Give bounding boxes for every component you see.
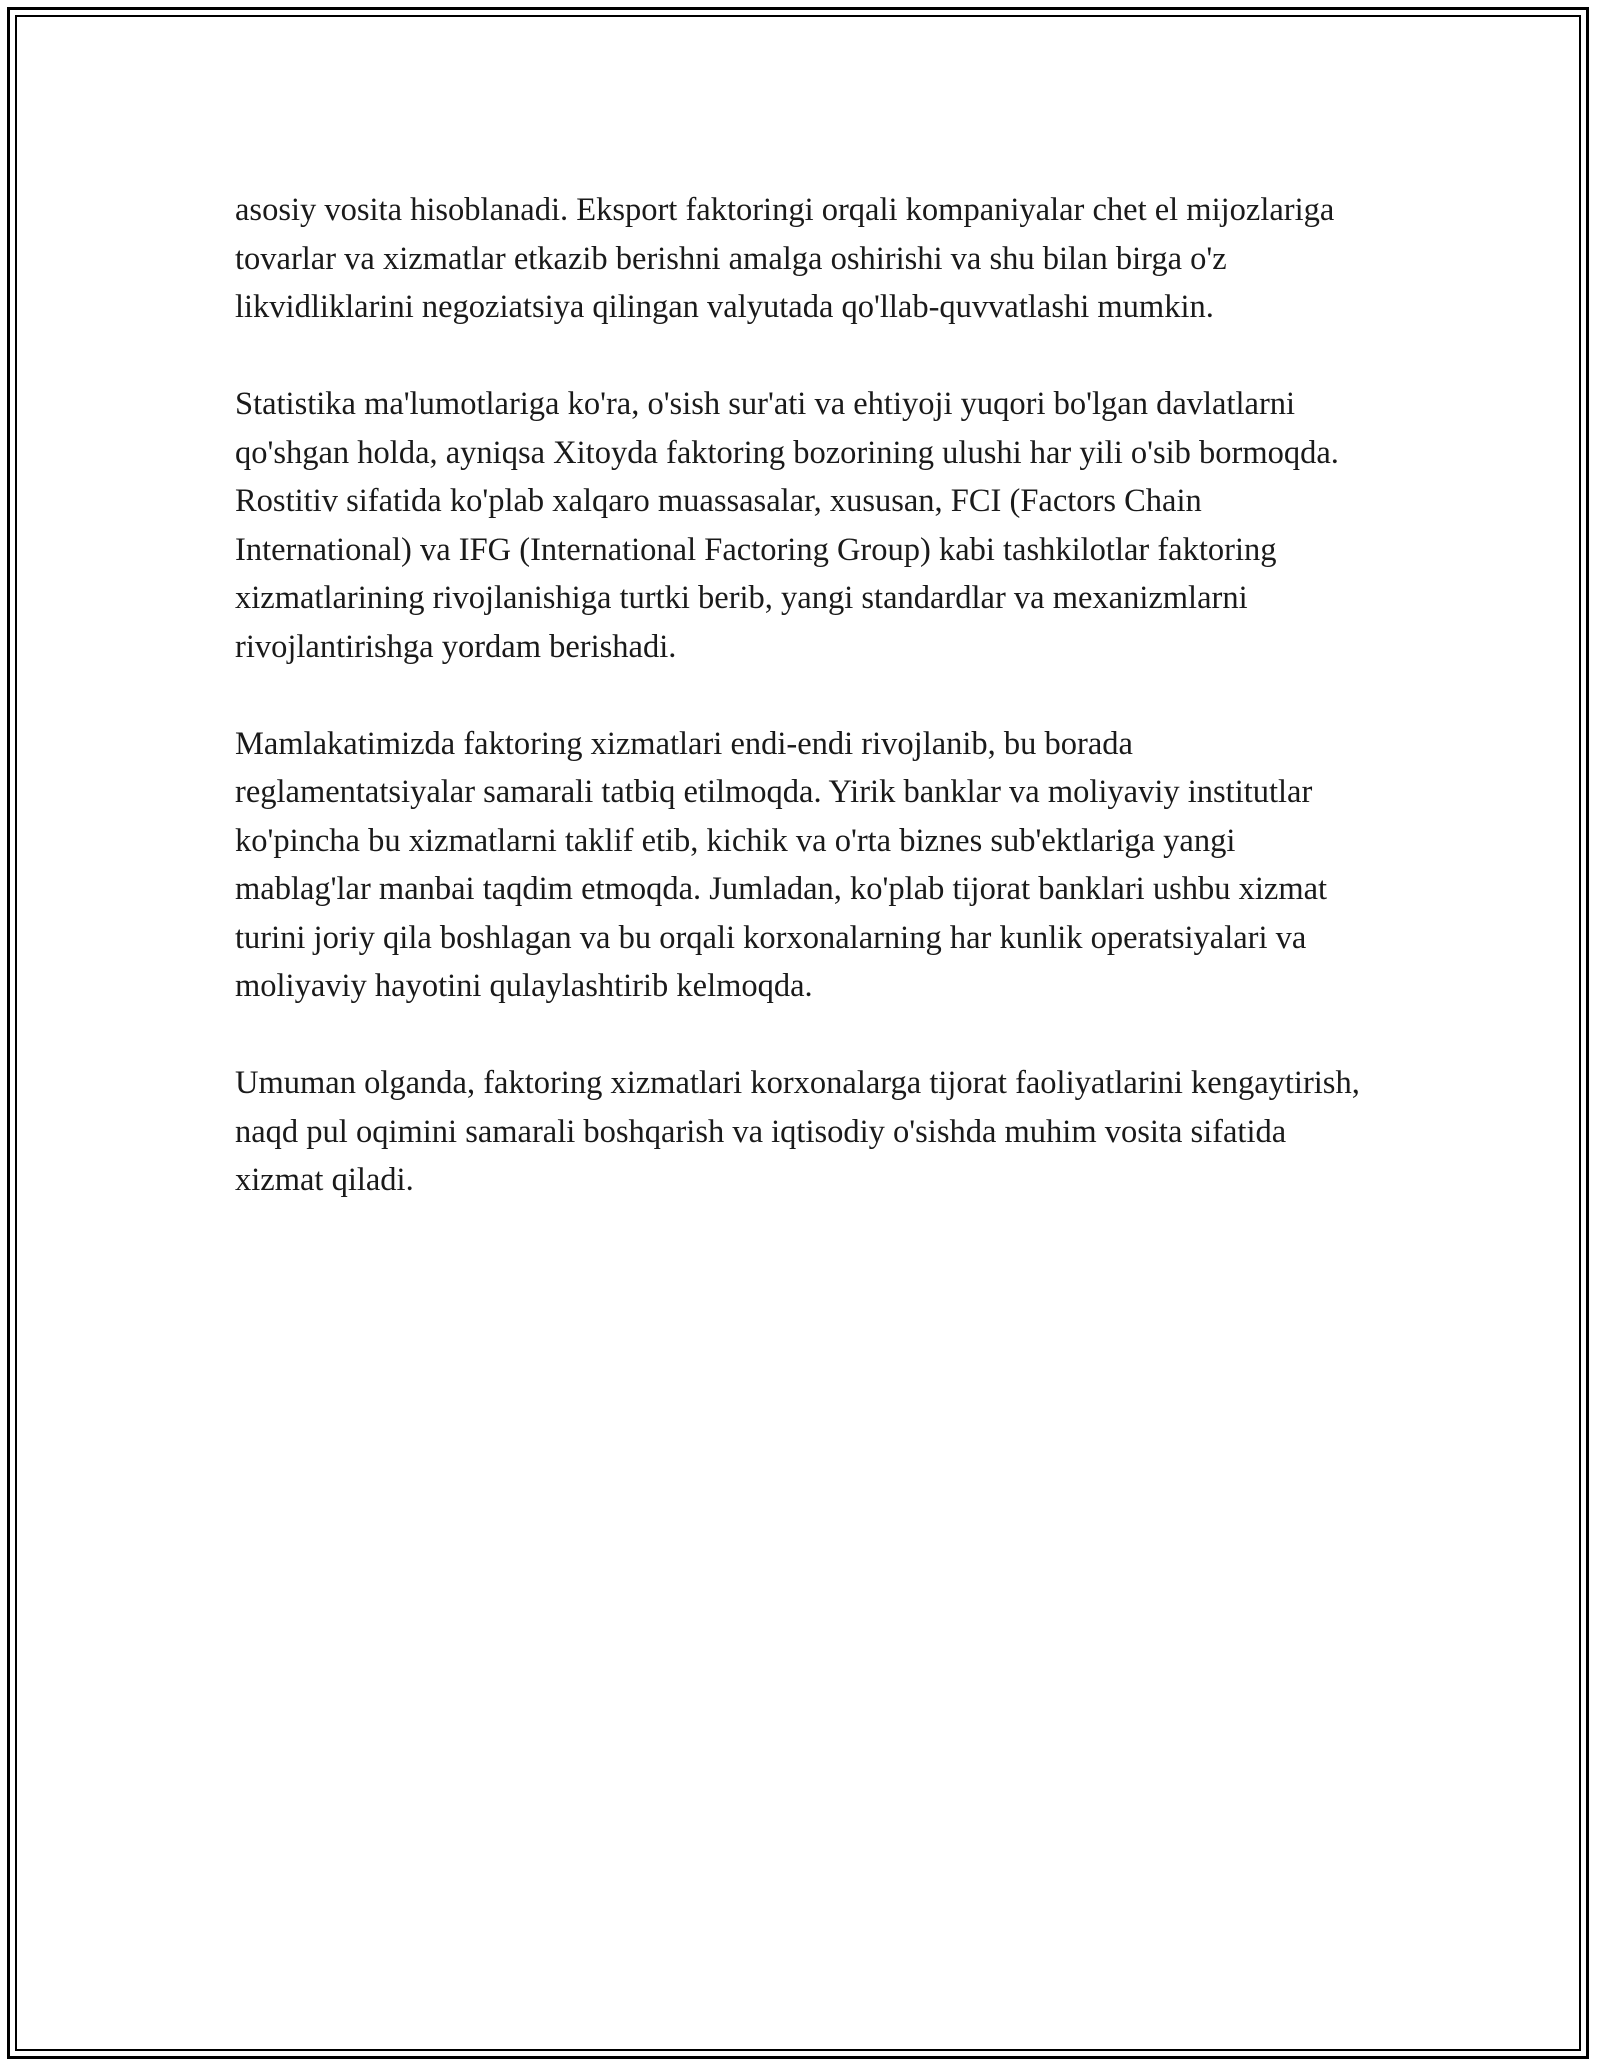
paragraph-statistics: Statistika ma'lumotlariga ko'ra, o'sish sur'ati va ehtiyoji yuqori bo'lgan davlatlarni qo'shgan holda, ayniqsa Xitoyda faktoring bozorining ulushi har yili o'sib bormoqda. Rostitiv sifatida ko'plab xalqaro muassasalar, xususan, FCI (Factors Chain International) va IFG (International Factoring Group) kabi tashkilotlar faktoring xizmatlarining rivojlanishiga turtki berib, yangi standardlar va mexanizmlarni rivojlantirishga yordam berishadi. bbox=[235, 386, 1339, 665]
document-body bbox=[235, 186, 1365, 1253]
paragraph-export-factoring: asosiy vosita hisoblanadi. Eksport faktoringi orqali kompaniyalar chet el mijozlariga tovarlar va xizmatlar etkazib berishni amalga oshirishi va shu bilan birga o'z likvidliklarini negoziatsiya qilingan valyutada qo'llab-quvvatlashi mumkin. bbox=[235, 192, 1335, 325]
paragraph-domestic-market: Mamlakatimizda faktoring xizmatlari endi-endi rivojlanib, bu borada reglamentatsiyalar samarali tatbiq etilmoqda. Yirik banklar va moliyaviy institutlar ko'pincha bu xizmatlarni taklif etib, kichik va o'rta biznes sub'ektlariga yangi mablag'lar manbai taqdim etmoqda. Jumladan, ko'plab tijorat banklari ushbu xizmat turini joriy qila boshlagan va bu orqali korxonalarning har kunlik operatsiyalari va moliyaviy hayotini qulaylashtirib kelmoqda. bbox=[235, 725, 1328, 1004]
paragraph-conclusion: Umuman olganda, faktoring xizmatlari korxonalarga tijorat faoliyatlarini kengaytirish, naqd pul oqimini samarali boshqarish va iqtisodiy o'sishda muhim vosita sifatida xizmat qiladi. bbox=[235, 1065, 1360, 1198]
